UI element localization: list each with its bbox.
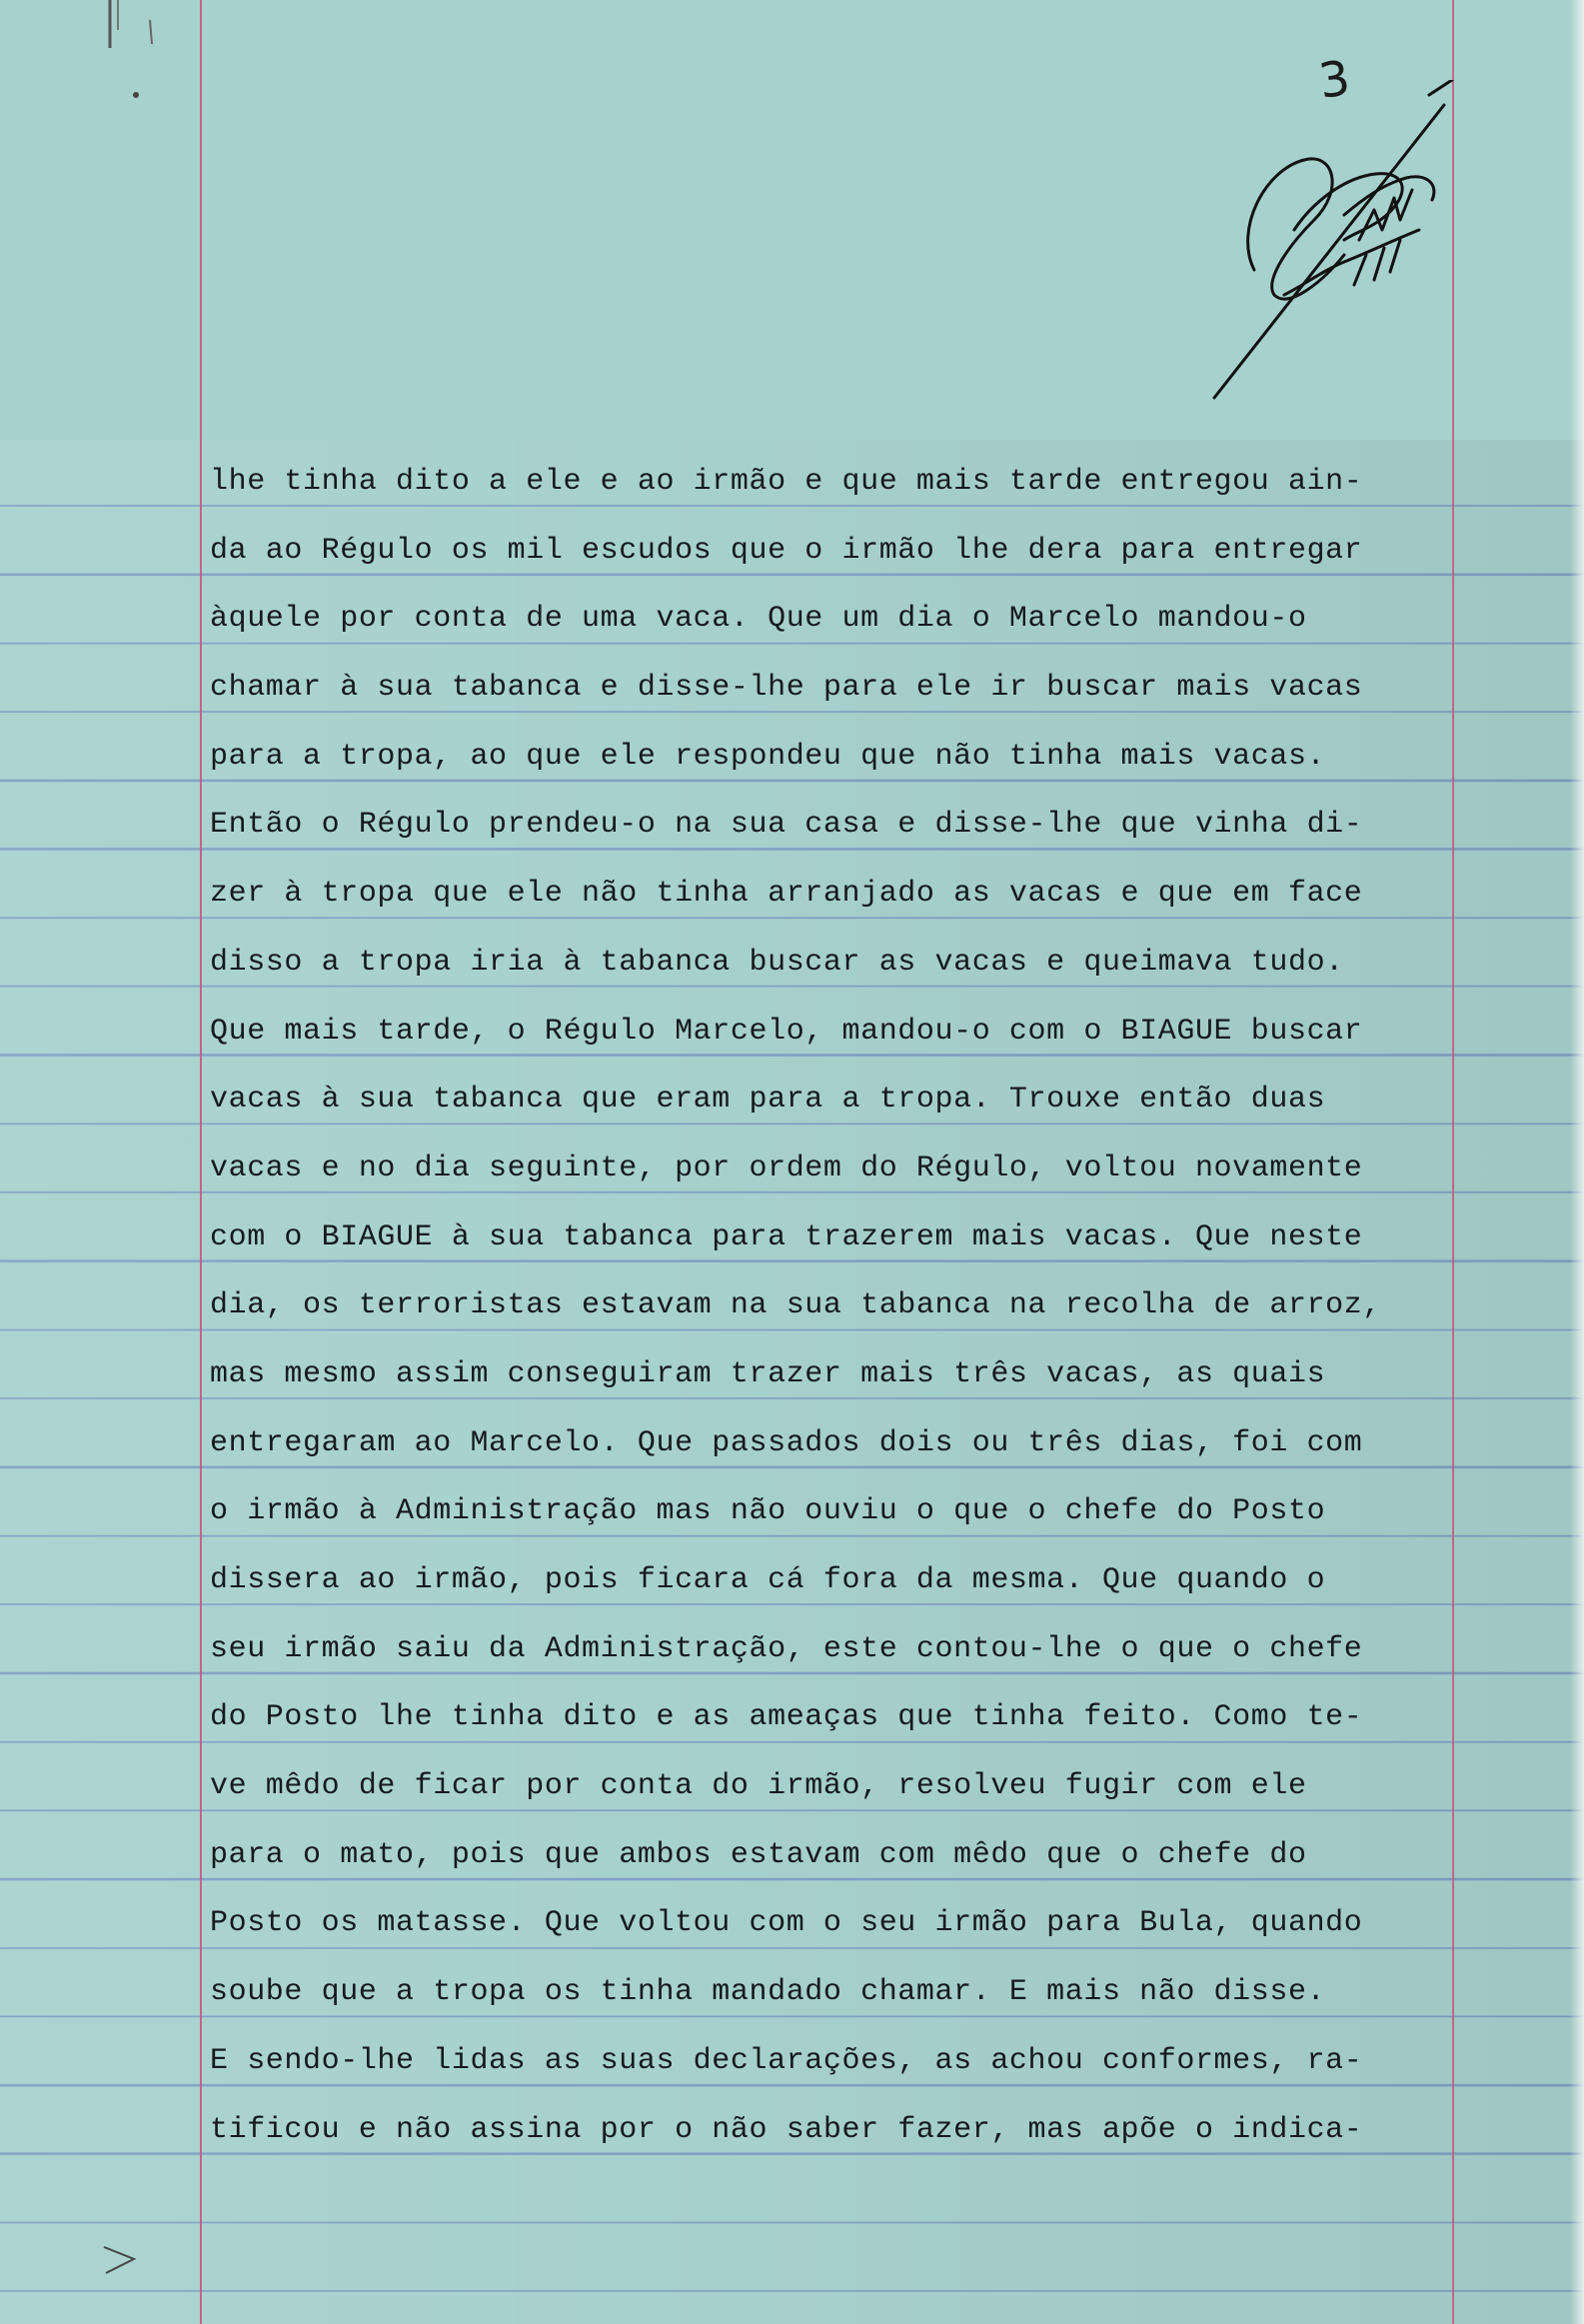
- text-line: disso a tropa iria à tabanca buscar as vacas e queimava tudo.: [210, 945, 1344, 980]
- text-line: Que mais tarde, o Régulo Marcelo, mandou-o com o BIAGUE buscar: [210, 1014, 1363, 1049]
- text-line: para o mato, pois que ambos estavam com mêdo que o chefe do: [210, 1837, 1307, 1872]
- text-line: mas mesmo assim conseguiram trazer mais três vacas, as quais: [210, 1356, 1326, 1391]
- left-margin-line: [200, 0, 202, 2324]
- page-edge: [1570, 0, 1584, 2324]
- text-line: zer à tropa que ele não tinha arranjado as vacas e que em face: [210, 877, 1363, 912]
- text-line: para a tropa, ao que ele respondeu que não tinha mais vacas.: [210, 739, 1326, 774]
- text-line: tificou e não assina por o não saber fazer, mas apõe o indica-: [210, 2112, 1363, 2147]
- text-line: àquele por conta de uma vaca. Que um dia o Marcelo mandou-o: [210, 602, 1307, 637]
- text-line: vacas e no dia seguinte, por ordem do Régulo, voltou novamente: [210, 1151, 1363, 1185]
- testimony-text: [210, 462, 1454, 2178]
- handwritten-signature: [1194, 80, 1454, 410]
- text-line: Então o Régulo prendeu-o na sua casa e disse-lhe que vinha di-: [210, 808, 1363, 843]
- punch-hole-marks: [100, 0, 160, 110]
- text-line: dissera ao irmão, pois ficara cá fora da mesma. Que quando o: [210, 1563, 1326, 1597]
- text-line: dia, os terroristas estavam na sua tabanca na recolha de arroz,: [210, 1288, 1381, 1323]
- text-line: E sendo-lhe lidas as suas declarações, as achou conformes, ra-: [210, 2043, 1363, 2078]
- text-line: com o BIAGUE à sua tabanca para trazerem mais vacas. Que neste: [210, 1219, 1363, 1254]
- page-number: 3: [1315, 50, 1354, 110]
- text-line: Posto os matasse. Que voltou com o seu irmão para Bula, quando: [210, 1906, 1363, 1941]
- text-line: o irmão à Administração mas não ouviu o que o chefe do Posto: [210, 1494, 1326, 1529]
- text-line: chamar à sua tabanca e disse-lhe para ele ir buscar mais vacas: [210, 671, 1363, 706]
- margin-mark: [100, 2239, 140, 2279]
- text-line: da ao Régulo os mil escudos que o irmão lhe dera para entregar: [210, 533, 1363, 568]
- text-line: soube que a tropa os tinha mandado chamar. E mais não disse.: [210, 1975, 1326, 2010]
- text-line: seu irmão saiu da Administração, este contou-lhe o que o chefe: [210, 1631, 1363, 1666]
- text-line: lhe tinha dito a ele e ao irmão e que mais tarde entregou ain-: [210, 465, 1363, 499]
- text-line: entregaram ao Marcelo. Que passados dois ou três dias, foi com: [210, 1425, 1363, 1460]
- text-line: ve mêdo de ficar por conta do irmão, resolveu fugir com ele: [210, 1769, 1307, 1804]
- text-line: do Posto lhe tinha dito e as ameaças que tinha feito. Como te-: [210, 1700, 1363, 1735]
- text-line: vacas à sua tabanca que eram para a tropa. Trouxe então duas: [210, 1083, 1326, 1118]
